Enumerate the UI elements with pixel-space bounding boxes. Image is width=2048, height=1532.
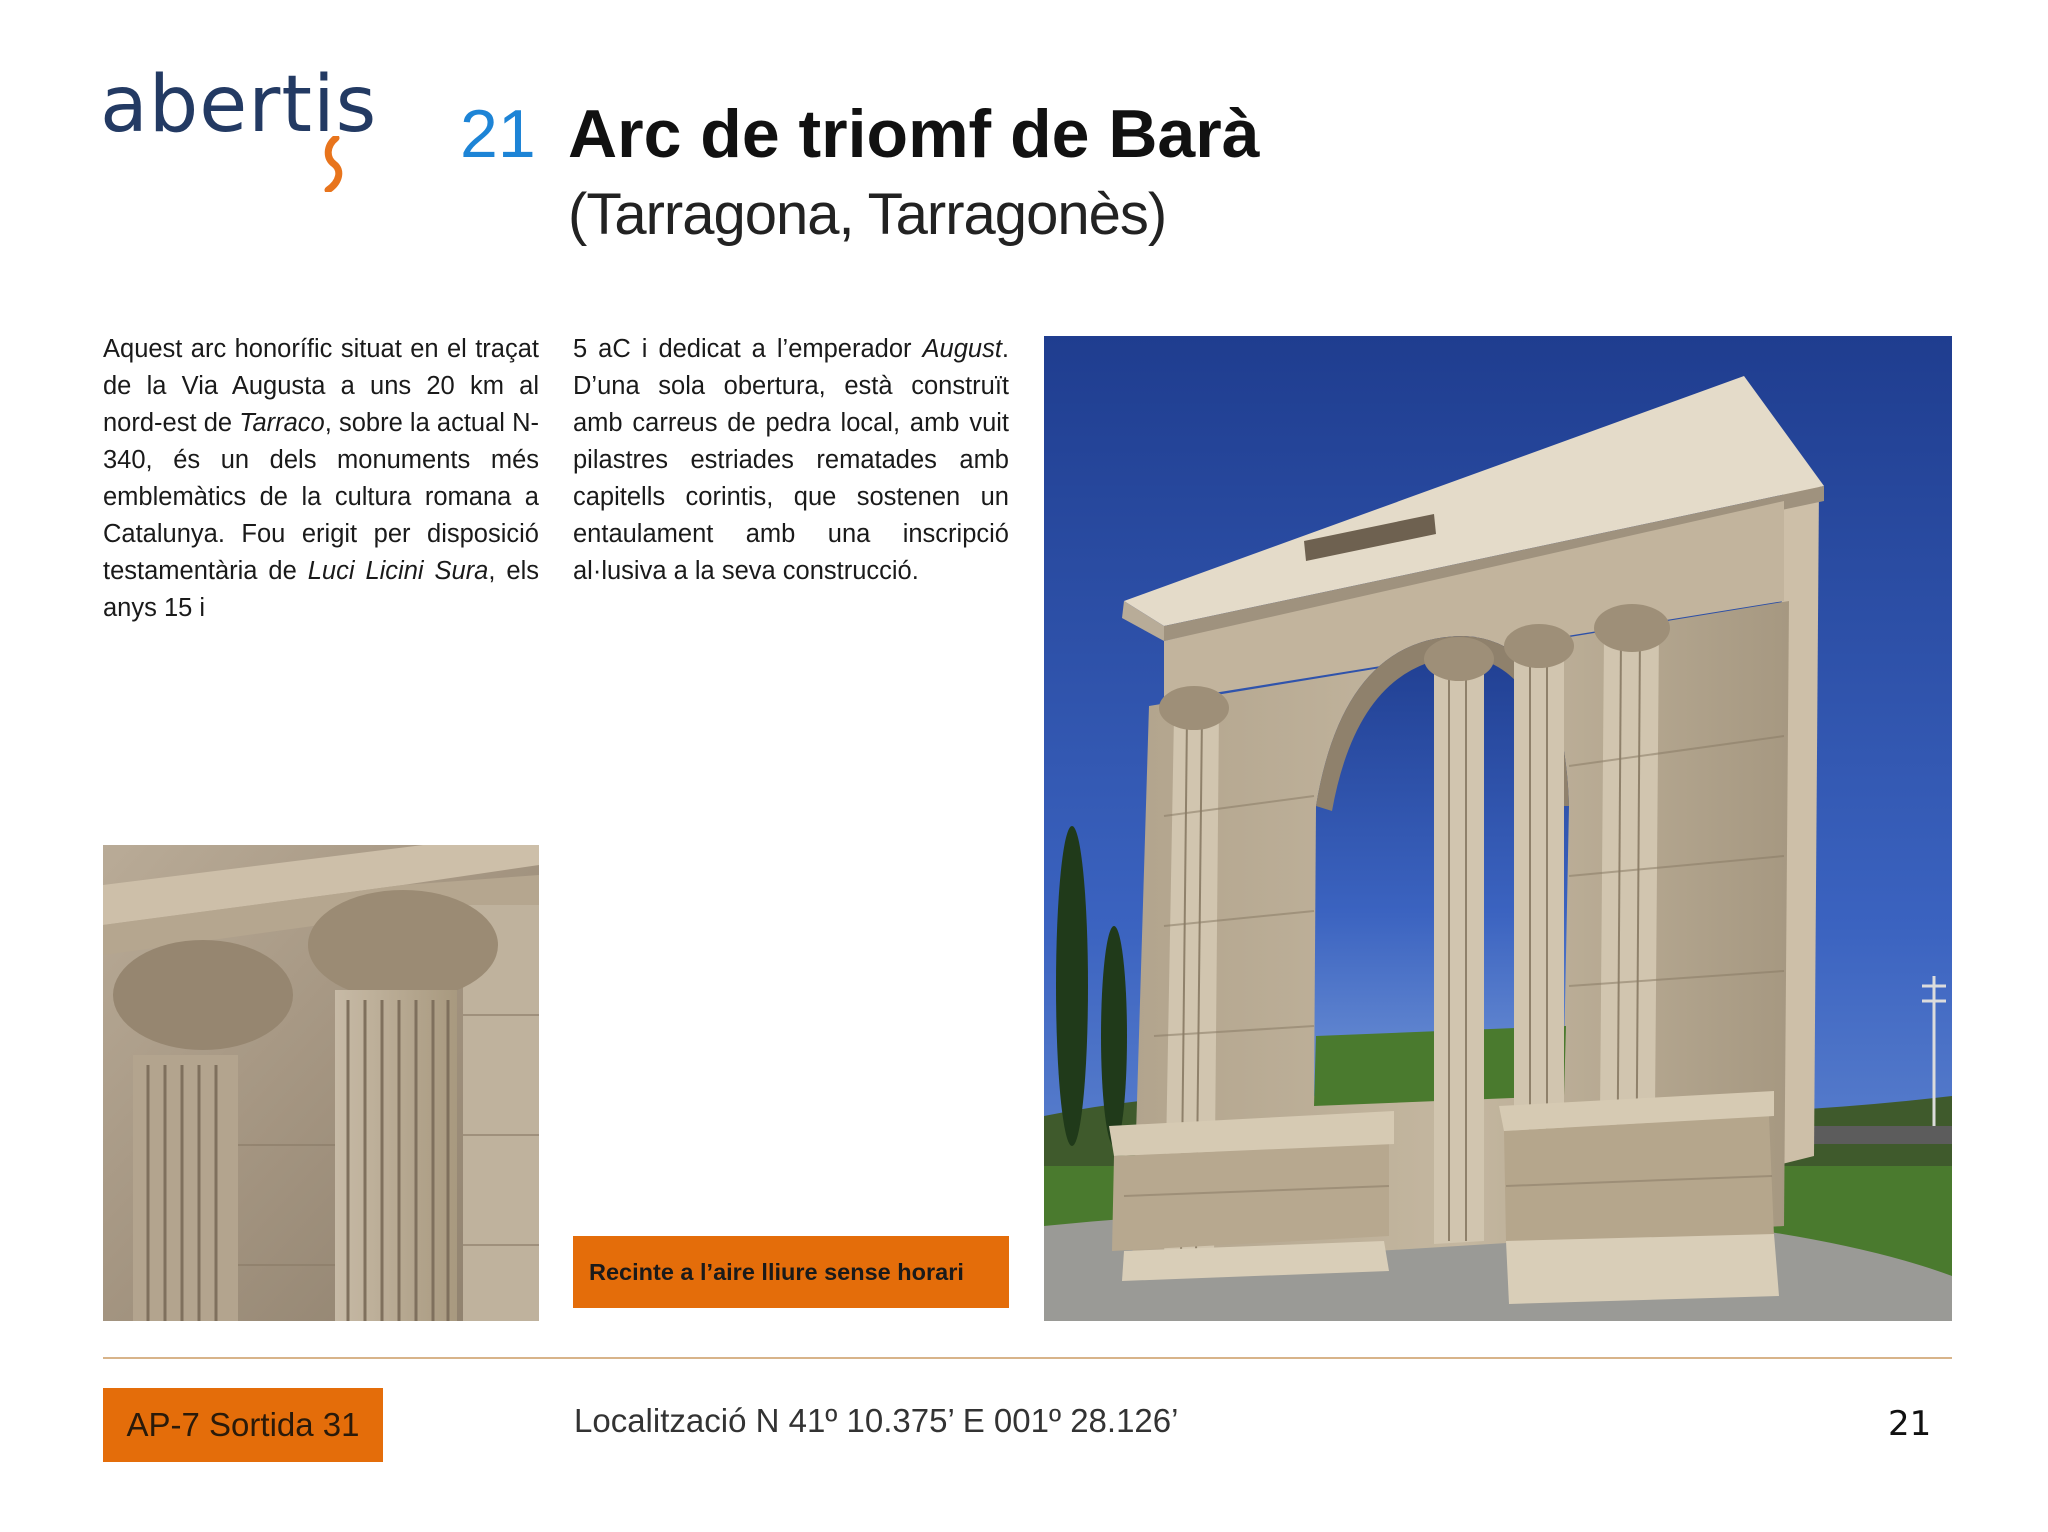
italic-run: Tarraco — [239, 409, 325, 437]
italic-run: Luci Licini Sura — [307, 557, 489, 585]
triumphal-arch-photo — [1044, 336, 1952, 1321]
pilaster-detail-photo — [103, 845, 539, 1321]
text-run: 5 aC i dedicat a l’emperador — [573, 335, 923, 363]
logo-text: abertis — [100, 60, 378, 150]
entry-number: 21 — [460, 96, 536, 172]
logo-swoosh-icon — [318, 136, 348, 192]
text-run: Aquest arc honorífic situat en el traçat de la Via Augusta a uns 20 km al nord-est de — [103, 335, 539, 437]
opening-hours-box — [573, 1236, 1009, 1308]
italic-run: August — [922, 335, 1002, 363]
body-column-1 — [103, 331, 539, 627]
abertis-logo — [100, 60, 378, 196]
text-run: . D’una sola obertura, està construït amb carreus de pedra local, amb vuit pilastres estriades rematades amb capitells corintis, que sostenen un entaulament amb una inscripció al·lusiva a la seva construcció. — [573, 335, 1009, 585]
page-title: Arc de triomf de Barà — [568, 96, 1260, 172]
page-subtitle: (Tarragona, Tarragonès) — [568, 182, 1167, 247]
highway-exit-label: AP-7 Sortida 31 — [126, 1406, 360, 1443]
gps-location: Localització N 41º 10.375’ E 001º 28.126’ — [574, 1402, 1179, 1439]
pilaster-detail-illustration — [103, 845, 539, 1321]
page-number: 21 — [1888, 1404, 1932, 1444]
highway-exit-badge — [103, 1388, 383, 1462]
text-run: , sobre la actual N-340, és un dels monuments més emblemàtics de la cultura romana a Catalunya. Fou erigit per disposició testamentària de — [103, 409, 539, 585]
triumphal-arch-illustration — [1044, 336, 1952, 1321]
text-run: , els anys 15 i — [103, 557, 539, 622]
opening-hours-label: Recinte a l’aire lliure sense horari — [589, 1258, 964, 1285]
footer-divider — [103, 1357, 1952, 1359]
body-column-2 — [573, 331, 1009, 590]
